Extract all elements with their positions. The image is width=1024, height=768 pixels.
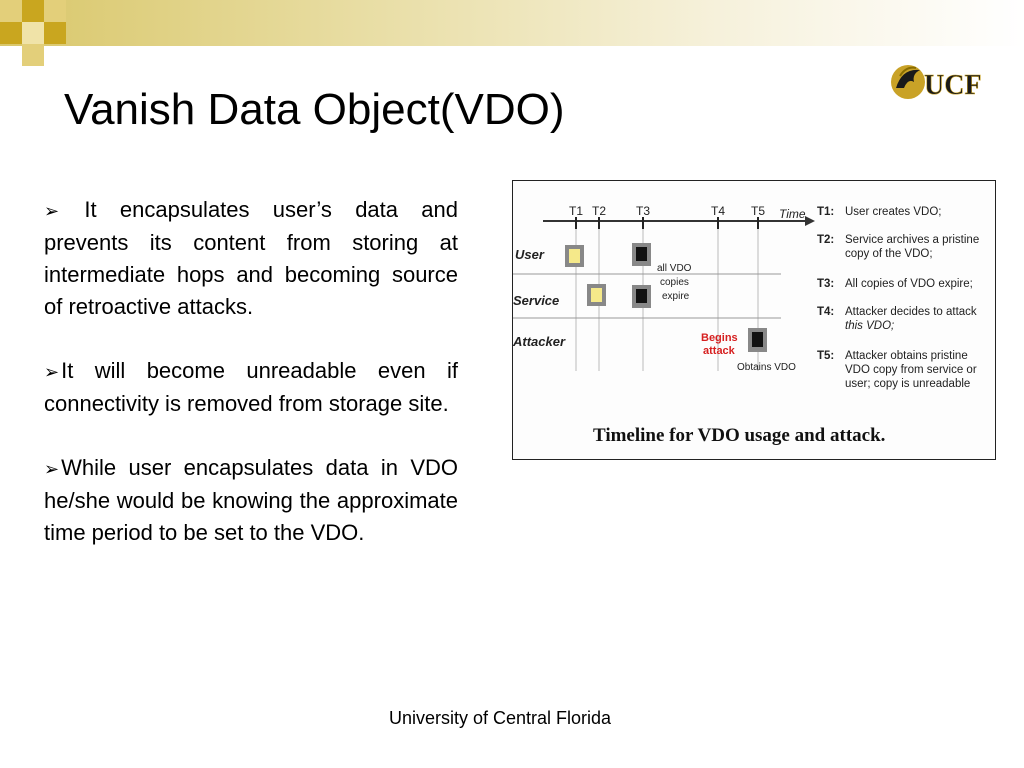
- time-axis-label: Time: [779, 207, 806, 221]
- annotation-expire: all VDO: [657, 263, 692, 274]
- logo-text: UCF: [924, 70, 982, 101]
- slide-title: Vanish Data Object(VDO): [64, 85, 565, 134]
- vdo-box-attacker-obtained: [748, 328, 767, 352]
- bullet-item: [44, 452, 458, 549]
- legend-text: Service archives a pristine: [845, 234, 980, 246]
- legend-key: T5:: [817, 350, 835, 362]
- time-mark-label: T2: [592, 204, 607, 218]
- decor-square: [0, 0, 22, 22]
- legend-key: T1:: [817, 206, 835, 218]
- legend-key: T3:: [817, 278, 835, 290]
- vdo-box-service-archived: [587, 284, 606, 306]
- decor-square: [44, 22, 66, 44]
- row-label-service: Service: [513, 293, 560, 308]
- decor-square: [22, 44, 44, 66]
- bullet-list: [44, 194, 458, 581]
- bullet-item: [44, 194, 458, 323]
- vdo-box-user-created: [565, 245, 584, 267]
- annotation-begins-attack: attack: [703, 345, 735, 357]
- legend-text: user; copy is unreadable: [845, 378, 971, 390]
- legend-key: T4:: [817, 306, 835, 318]
- annotation-expire: expire: [662, 291, 690, 302]
- time-mark-label: T5: [751, 204, 766, 218]
- legend-text: copy of the VDO;: [845, 248, 933, 260]
- decor-square: [0, 22, 22, 44]
- bullet-text: It will become unreadable even if connectivity is removed from storage site.: [44, 358, 458, 416]
- legend-text: Attacker decides to attack: [845, 306, 977, 318]
- time-mark: [569, 204, 583, 371]
- time-mark-label: T3: [636, 204, 651, 218]
- bullet-text: It encapsulates user’s data and prevents its content from storing at intermediate hops and becoming source of retroactive attacks.: [44, 197, 458, 319]
- time-mark-label: T1: [569, 204, 584, 218]
- arrow-bullet-icon: ➢: [44, 201, 60, 221]
- row-label-attacker: Attacker: [513, 334, 566, 349]
- arrow-bullet-icon: ➢: [44, 362, 60, 382]
- bullet-item: [44, 355, 458, 420]
- legend-text: VDO copy from service or: [845, 364, 977, 376]
- slide-footer: University of Central Florida: [388, 708, 612, 728]
- vdo-timeline-figure: [512, 180, 996, 460]
- header-gradient-bar: [0, 0, 1024, 46]
- legend-text: User creates VDO;: [845, 206, 942, 218]
- decor-square: [22, 22, 44, 44]
- legend: [817, 206, 979, 390]
- figure-caption: Timeline for VDO usage and attack.: [593, 425, 886, 446]
- legend-text: this VDO;: [845, 320, 895, 332]
- legend-text: All copies of VDO expire;: [845, 278, 973, 290]
- bullet-text: While user encapsulates data in VDO he/she would be knowing the approximate time period to be set to the VDO.: [44, 455, 458, 545]
- annotation-begins-attack: Begins: [701, 332, 738, 344]
- row-label-user: User: [515, 247, 544, 262]
- decor-square: [44, 0, 66, 22]
- time-axis-arrow-icon: [805, 216, 815, 226]
- legend-key: T2:: [817, 234, 835, 246]
- time-mark-label: T4: [711, 204, 726, 218]
- ucf-logo: [886, 58, 996, 104]
- annotation-obtains-vdo: Obtains VDO: [737, 362, 796, 373]
- legend-text: Attacker obtains pristine: [845, 350, 968, 362]
- decor-square: [22, 0, 44, 22]
- arrow-bullet-icon: ➢: [44, 459, 60, 479]
- pegasus-icon: [891, 65, 925, 99]
- vdo-box-user-expired: [632, 243, 651, 266]
- vdo-box-service-expired: [632, 285, 651, 308]
- annotation-expire: copies: [660, 277, 689, 288]
